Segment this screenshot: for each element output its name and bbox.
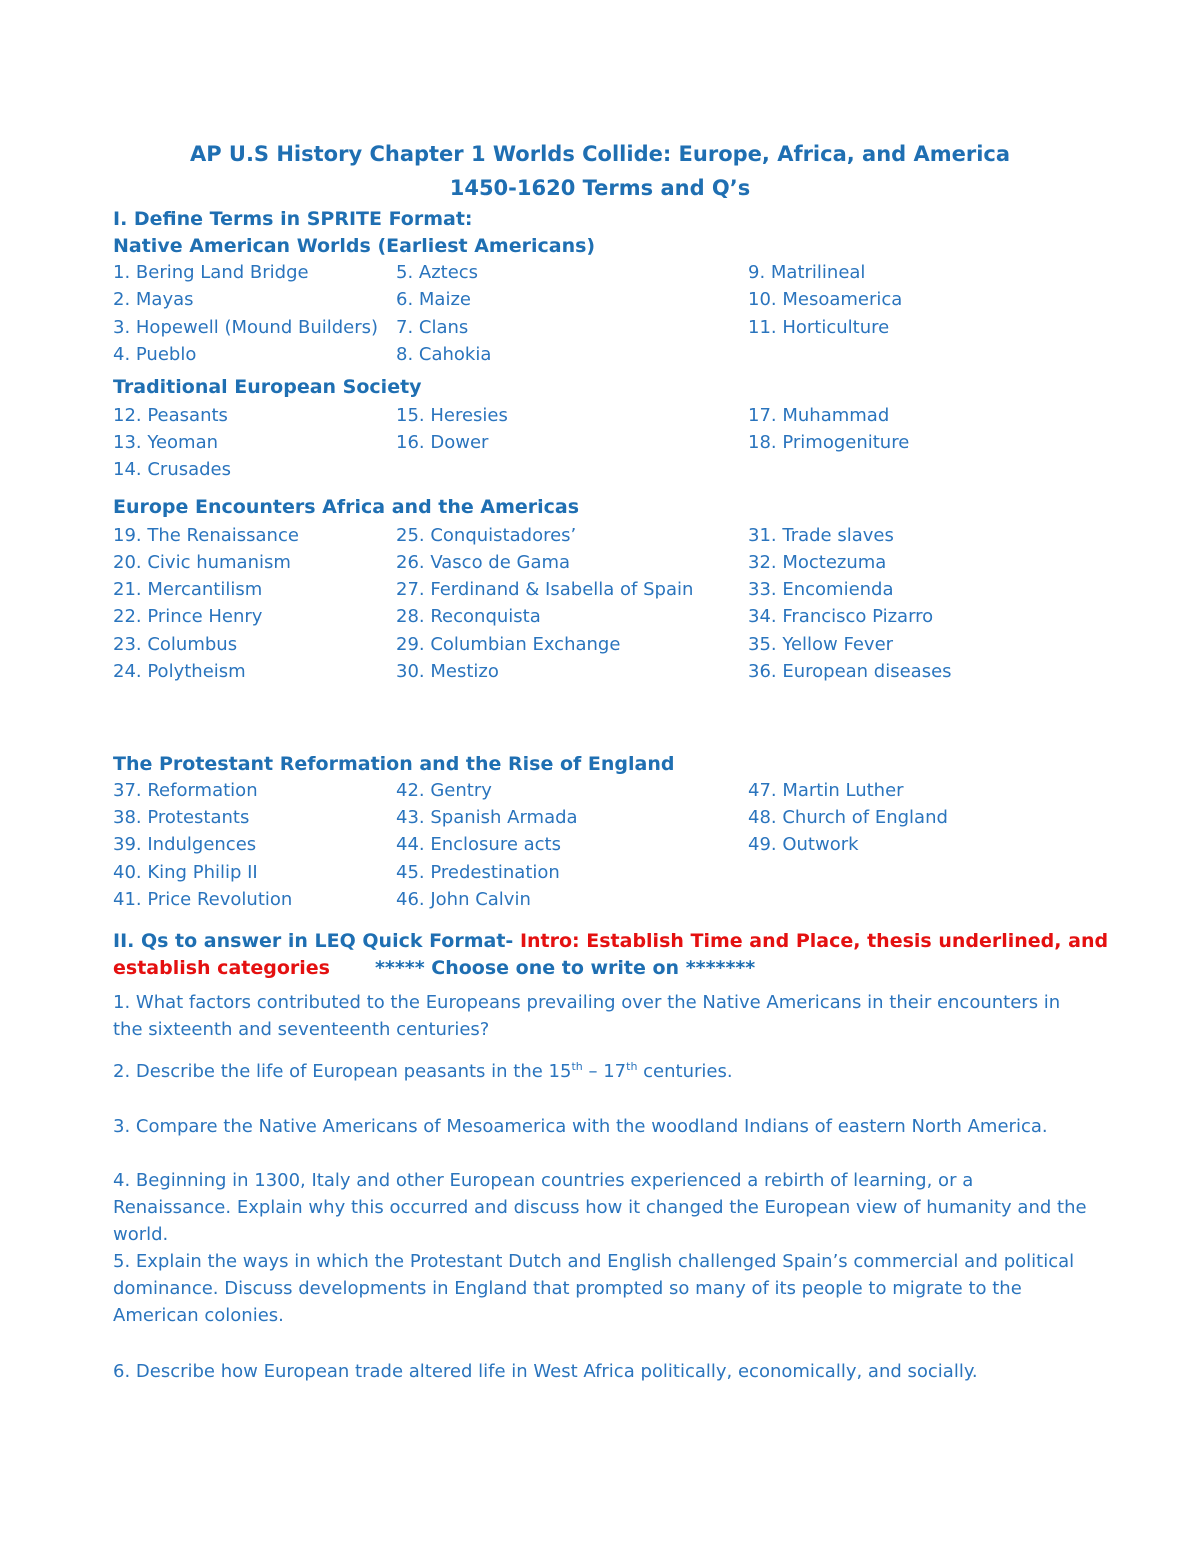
term-item: 27. Ferdinand & Isabella of Spain [396,579,694,600]
term-item: 24. Polytheism [113,661,246,682]
term-item: 12. Peasants [113,405,228,426]
section-heading-native-american: Native American Worlds (Earliest Americans) [113,235,596,257]
section-heading-protestant-reformation: The Protestant Reformation and the Rise of England [113,753,675,775]
term-item: 30. Mestizo [396,661,499,682]
term-item: 48. Church of England [748,807,948,828]
term-item: 4. Pueblo [113,344,197,365]
term-item: 11. Horticulture [748,317,890,338]
term-item: 42. Gentry [396,780,492,801]
part2-categories-instruction: establish categories [113,957,330,979]
term-item: 47. Martin Luther [748,780,904,801]
question-5: 5. Explain the ways in which the Protestant Dutch and English challenged Spain’s commercial and political dominance. Discuss developments in England that prompted so many of its people to migrate to the American colonies. [113,1251,1075,1326]
question-4: 4. Beginning in 1300, Italy and other European countries experienced a rebirth of learning, or a Renaissance. Explain why this occurred and discuss how it changed the European view of humanity and the world. [113,1170,1087,1245]
term-item: 17. Muhammad [748,405,890,426]
term-item: 2. Mayas [113,289,194,310]
term-item: 9. Matrilineal [748,262,866,283]
term-item: 49. Outwork [748,834,859,855]
term-item: 22. Prince Henry [113,606,263,627]
term-item: 18. Primogeniture [748,432,910,453]
term-item: 45. Predestination [396,862,560,883]
term-item: 41. Price Revolution [113,889,293,910]
term-item: 34. Francisco Pizarro [748,606,934,627]
part2-heading-line2 [113,957,755,979]
term-item: 23. Columbus [113,634,238,655]
term-item: 44. Enclosure acts [396,834,561,855]
question-3: 3. Compare the Native Americans of Mesoamerica with the woodland Indians of eastern North America. [113,1116,1048,1137]
term-item: 14. Crusades [113,459,232,480]
part2-heading: II. Qs to answer in LEQ Quick Format- [113,930,520,952]
term-item: 20. Civic humanism [113,552,291,573]
term-item: 29. Columbian Exchange [396,634,621,655]
term-item: 7. Clans [396,317,469,338]
term-item: 39. Indulgences [113,834,257,855]
part1-heading: I. Define Terms in SPRITE Format: [113,208,473,230]
term-item: 1. Bering Land Bridge [113,262,309,283]
term-item: 16. Dower [396,432,489,453]
question-6: 6. Describe how European trade altered life in West Africa politically, economically, and socially. [113,1361,978,1382]
document-subtitle: 1450-1620 Terms and Q’s [449,176,751,200]
part2-choose-instruction: ***** Choose one to write on ******* [374,957,756,979]
section-heading-european-society: Traditional European Society [113,376,422,398]
term-item: 5. Aztecs [396,262,479,283]
term-item: 38. Protestants [113,807,250,828]
term-item: 36. European diseases [748,661,952,682]
term-item: 32. Moctezuma [748,552,887,573]
term-item: 26. Vasco de Gama [396,552,571,573]
part2-intro-instructions: Intro: Establish Time and Place, thesis underlined, and [519,930,1109,952]
term-item: 21. Mercantilism [113,579,263,600]
question-1: 1. What factors contributed to the Europeans prevailing over the Native Americans in their encounters in the sixteenth and seventeenth centuries? [113,992,1061,1040]
term-item: 3. Hopewell (Mound Builders) [113,317,379,338]
term-item: 10. Mesoamerica [748,289,903,310]
term-item: 8. Cahokia [396,344,492,365]
section-heading-europe-encounters: Europe Encounters Africa and the Americas [113,496,580,518]
term-item: 37. Reformation [113,780,258,801]
term-item: 31. Trade slaves [748,525,894,546]
term-item: 25. Conquistadores’ [396,525,577,546]
term-item: 6. Maize [396,289,471,310]
term-item: 43. Spanish Armada [396,807,578,828]
term-item: 13. Yeoman [113,432,219,453]
document-title: AP U.S History Chapter 1 Worlds Collide: Europe, Africa, and America [189,142,1011,166]
term-item: 33. Encomienda [748,579,894,600]
term-item: 28. Reconquista [396,606,541,627]
part2-heading-line1 [113,930,1108,952]
term-item: 15. Heresies [396,405,508,426]
term-item: 19. The Renaissance [113,525,299,546]
term-item: 35. Yellow Fever [748,634,894,655]
question-2: 2. Describe the life of European peasants in the 15th – 17th centuries. [113,1060,733,1082]
term-item: 46. John Calvin [396,889,531,910]
term-item: 40. King Philip II [113,862,258,883]
